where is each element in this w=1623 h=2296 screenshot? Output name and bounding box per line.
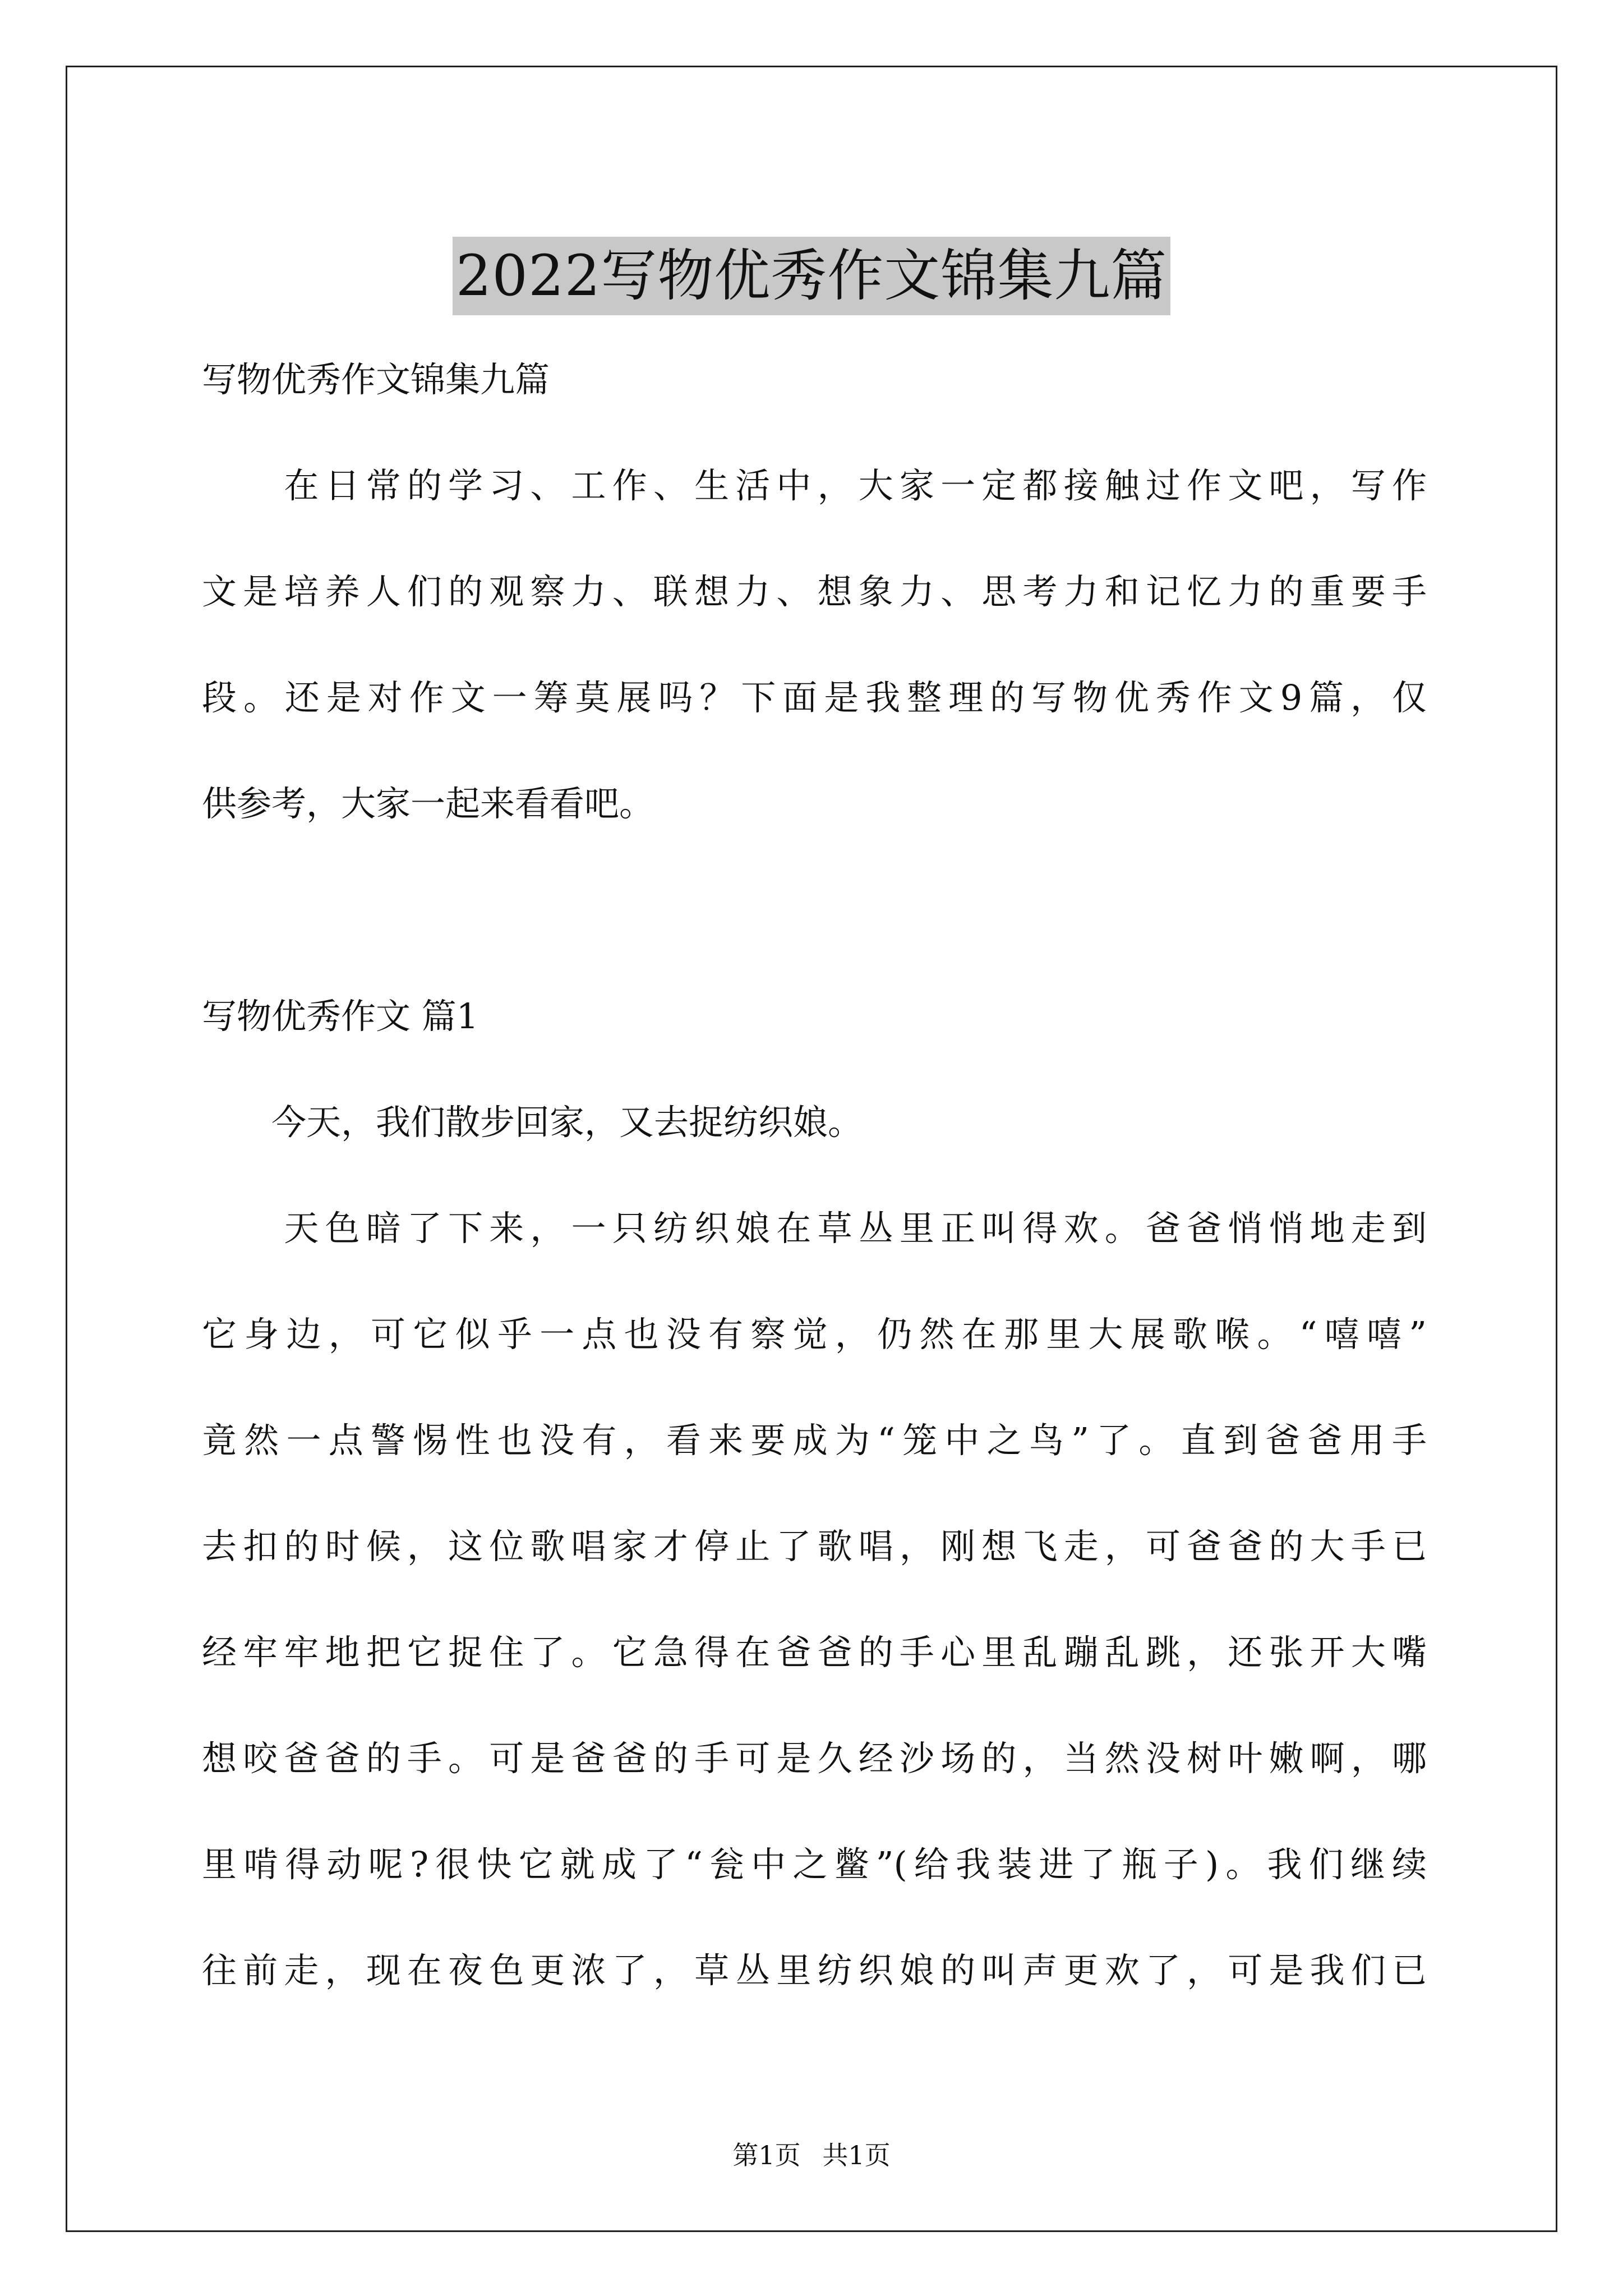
page-total: 共1页 — [822, 2140, 891, 2170]
subtitle: 写物优秀作文锦集九篇 — [202, 359, 550, 400]
paragraph-line: 里啃得动呢?很快它就成了“瓮中之鳖”(给我装进了瓶子)。我们继续 — [202, 1844, 1427, 1885]
paragraph-line: 天色暗了下来，一只纺织娘在草丛里正叫得欢。爸爸悄悄地走到 — [202, 1208, 1427, 1249]
paragraph-line: 今天，我们散步回家，又去捉纺织娘。 — [202, 1102, 863, 1143]
document-title: 2022写物优秀作文锦集九篇 — [453, 237, 1171, 315]
paragraph-line: 经牢牢地把它捉住了。它急得在爸爸的手心里乱蹦乱跳，还张开大嘴 — [202, 1632, 1427, 1673]
paragraph-line: 它身边，可它似乎一点也没有察觉，仍然在那里大展歌喉。“嘻嘻” — [202, 1314, 1427, 1355]
paragraph-line: 去扣的时候，这位歌唱家才停止了歌唱，刚想飞走，可爸爸的大手已 — [202, 1526, 1427, 1567]
page-footer — [0, 2138, 1623, 2172]
intro-line: 文是培养人们的观察力、联想力、想象力、思考力和记忆力的重要手 — [202, 571, 1427, 612]
intro-line: 段。还是对作文一筹莫展吗？下面是我整理的写物优秀作文9篇，仅 — [202, 677, 1427, 718]
intro-line: 在日常的学习、工作、生活中，大家一定都接触过作文吧，写作 — [202, 465, 1427, 506]
intro-line: 供参考，大家一起来看看吧。 — [202, 783, 654, 824]
paragraph-line: 竟然一点警惕性也没有，看来要成为“笼中之鸟”了。直到爸爸用手 — [202, 1420, 1427, 1461]
paragraph-line: 想咬爸爸的手。可是爸爸的手可是久经沙场的，当然没树叶嫩啊，哪 — [202, 1738, 1427, 1779]
paragraph-line: 往前走，现在夜色更浓了，草丛里纺织娘的叫声更欢了，可是我们已 — [202, 1950, 1427, 1991]
section-heading: 写物优秀作文 篇1 — [202, 996, 479, 1037]
page-number: 第1页 — [732, 2140, 801, 2170]
title-block — [0, 199, 1623, 353]
